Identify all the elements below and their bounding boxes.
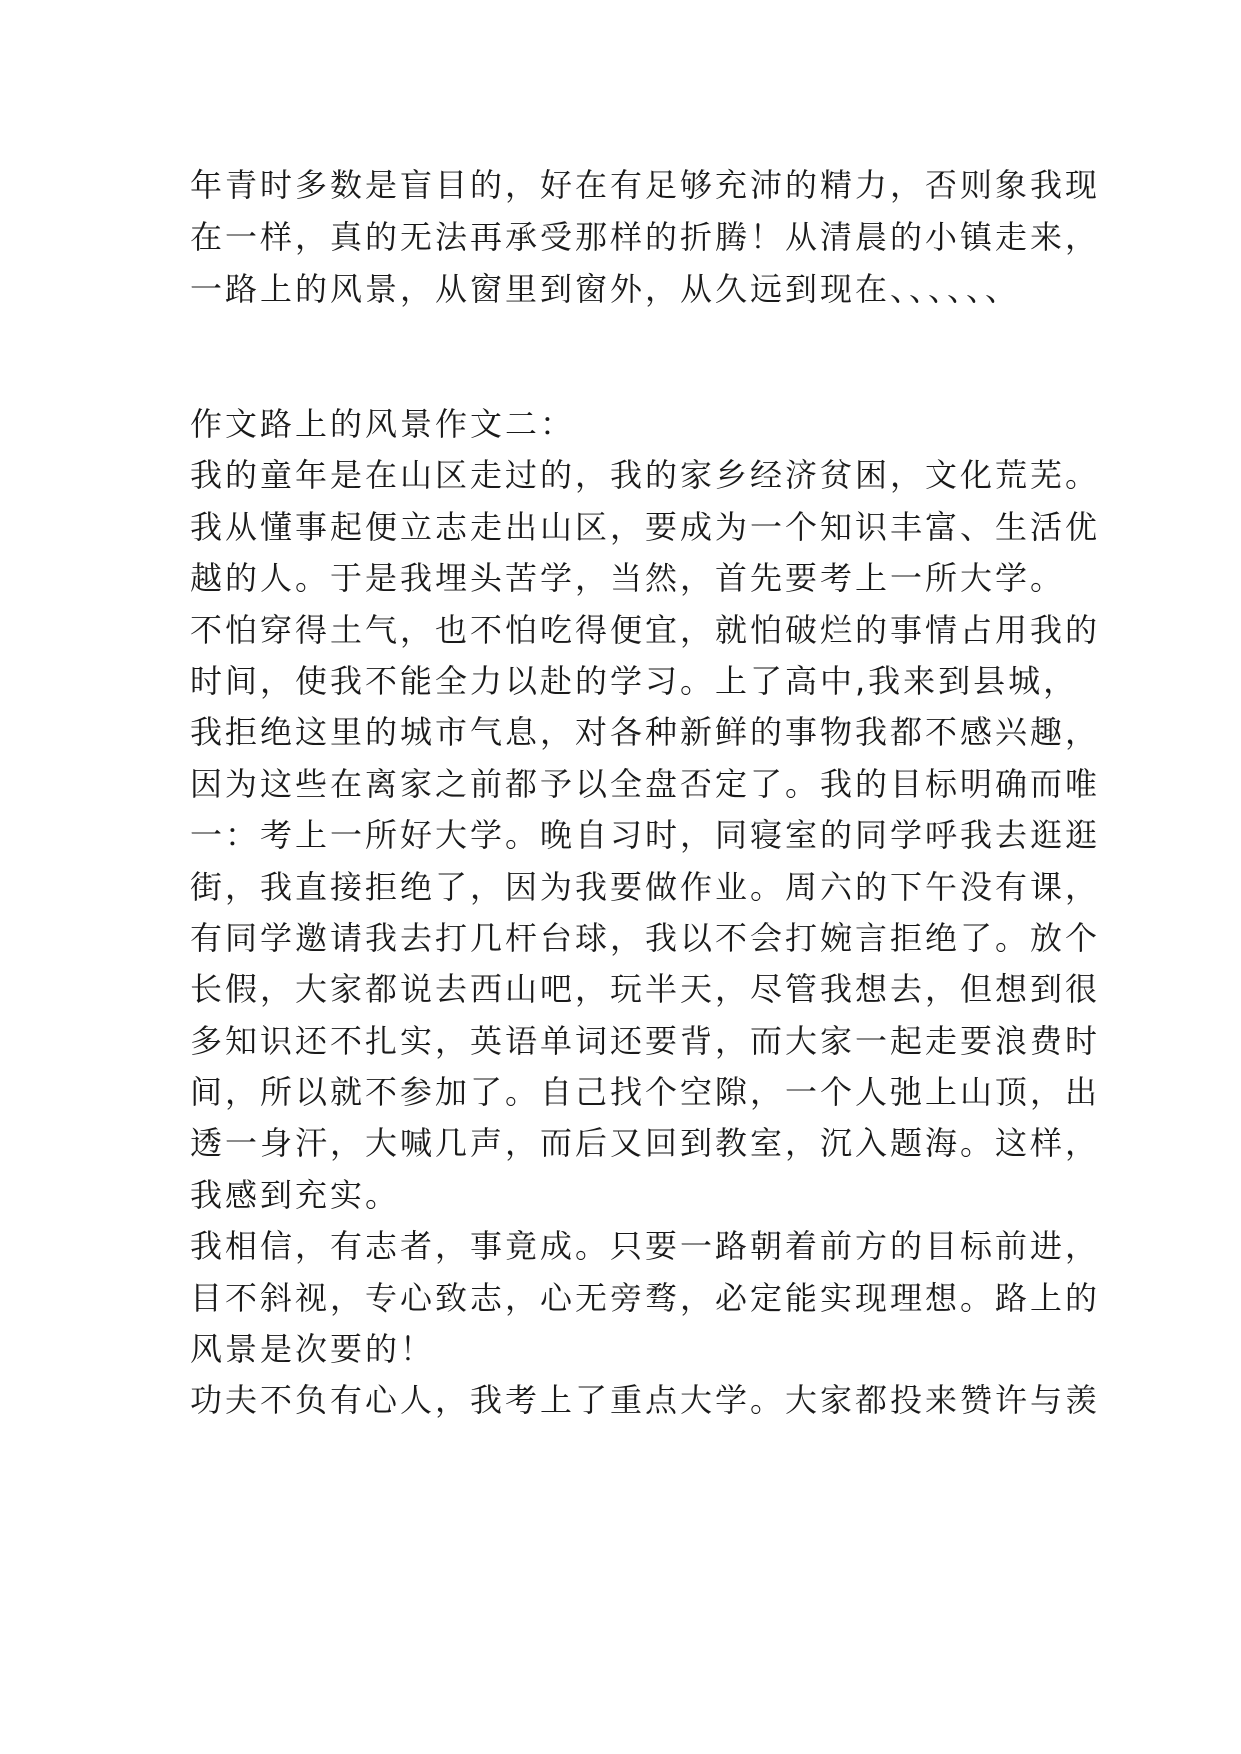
- text-line: 我从懂事起便立志走出山区，要成为一个知识丰富、生活优: [190, 507, 1101, 546]
- text-line: 时间，使我不能全力以赴的学习。上了高中,我来到县城，: [190, 661, 1079, 700]
- text-line: 在一样，真的无法再承受那样的折腾！从清晨的小镇走来，: [190, 218, 1101, 256]
- text-line: 街，我直接拒绝了，因为我要做作业。周六的下午没有课，: [190, 867, 1101, 906]
- text-line: 因为这些在离家之前都予以全盘否定了。我的目标明确而唯: [190, 764, 1101, 803]
- text-line: 多知识还不扎实，英语单词还要背，而大家一起走要浪费时: [190, 1021, 1101, 1060]
- text-line: 不怕穿得土气，也不怕吃得便宜，就怕破烂的事情占用我的: [190, 610, 1101, 649]
- text-line: 我拒绝这里的城市气息，对各种新鲜的事物我都不感兴趣，: [190, 713, 1101, 752]
- intro-paragraph: [190, 159, 1101, 315]
- section-title: 作文路上的风景作文二：: [190, 405, 576, 443]
- text-line: 透一身汗，大喊几声，而后又回到教室，沉入题海。这样，: [190, 1124, 1101, 1163]
- text-line: 长假，大家都说去西山吧，玩半天，尽管我想去，但想到很: [190, 970, 1101, 1009]
- text-line: 一：考上一所好大学。晚自习时，同寝室的同学呼我去逛逛: [190, 816, 1101, 855]
- text-line: 风景是次要的！: [190, 1330, 436, 1369]
- essay-two: [190, 399, 1101, 1427]
- text-line: 我感到充实。: [190, 1175, 401, 1214]
- text-line: 目不斜视，专心致志，心无旁骛，必定能实现理想。路上的: [190, 1278, 1101, 1317]
- text-line: 我相信，有志者，事竟成。只要一路朝着前方的目标前进，: [190, 1227, 1101, 1266]
- text-line: 年青时多数是盲目的，好在有足够充沛的精力，否则象我现: [190, 166, 1101, 204]
- text-line: 有同学邀请我去打几杆台球，我以不会打婉言拒绝了。放个: [190, 918, 1101, 957]
- text-line: 一路上的风景，从窗里到窗外，从久远到现在、、、、、、: [190, 270, 1021, 308]
- text-line: 我的童年是在山区走过的，我的家乡经济贫困，文化荒芜。: [190, 456, 1101, 495]
- text-line: 越的人。于是我埋头苦学，当然，首先要考上一所大学。: [190, 559, 1066, 598]
- text-line: 功夫不负有心人，我考上了重点大学。大家都投来赞许与羡: [190, 1381, 1101, 1420]
- text-line: 间，所以就不参加了。自己找个空隙，一个人弛上山顶，出: [190, 1073, 1101, 1112]
